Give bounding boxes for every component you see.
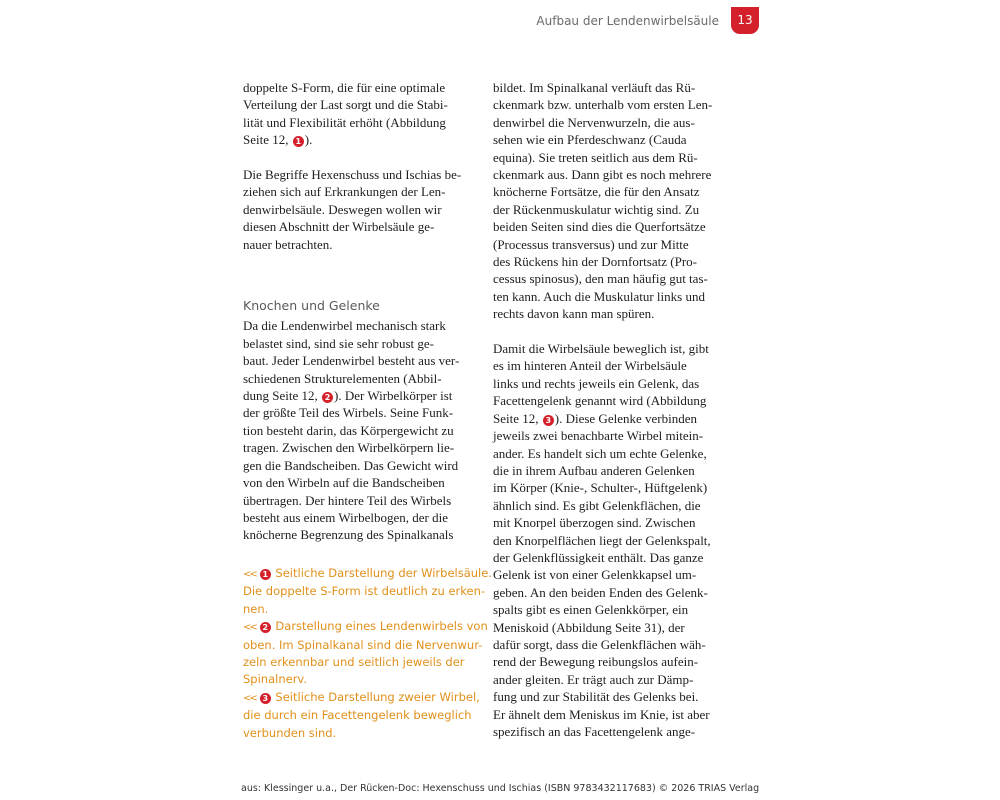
caption-1-line: Die doppelte S-Form ist deutlich zu erken- (243, 584, 486, 599)
text-line: diesen Abschnitt der Wirbelsäule ge- (243, 219, 435, 235)
text-line: von den Wirbeln auf die Bandscheiben (243, 475, 445, 491)
text-line: beiden Seiten sind dies die Querfortsätze (493, 219, 706, 235)
text-line: knöcherne Fortsätze, die für den Ansatz (493, 184, 700, 200)
section-heading: Knochen und Gelenke (243, 298, 380, 314)
left-paragraph-3 (243, 317, 471, 543)
text-line: Gelenk ist von einer Gelenkkapsel um- (493, 567, 697, 583)
text-line: ten kann. Auch die Muskulatur links und (493, 288, 705, 304)
figure-marker-2: 2 (260, 622, 271, 633)
left-paragraph-2 (243, 166, 471, 253)
text-line: übertragen. Der hintere Teil des Wirbels (243, 492, 452, 508)
text-line: ander. Es handelt sich um echte Gelenke, (493, 445, 707, 461)
text-line: cessus spinosus), den man häufig gut tas- (493, 271, 708, 287)
caption-2-line: Spinalnerv. (243, 672, 307, 687)
text-line: der Gelenkflüssigkeit enthält. Das ganze (493, 549, 704, 565)
text-line: die in ihrem Aufbau anderen Gelenken (493, 462, 695, 478)
text-line (493, 410, 723, 427)
caption-3-line (243, 689, 479, 707)
left-column (243, 79, 471, 544)
text-line: denwirbelsäule. Deswegen wollen wir (243, 201, 442, 217)
figure-captions (243, 565, 492, 742)
caption-1-line: nen. (243, 601, 269, 616)
double-chevron-left-icon: << (243, 569, 256, 580)
text-line: doppelte S-Form, die für eine optimale (243, 80, 446, 95)
caption-text: Seitliche Darstellung der Wirbelsäule. (275, 566, 492, 580)
text-line: equina). Sie treten seitlich aus dem Rü- (493, 149, 698, 165)
text-line: der Rückenmuskulatur wichtig sind. Zu (493, 201, 700, 217)
caption-3-line: die durch ein Facettengelenk beweglich (243, 708, 472, 723)
double-chevron-left-icon: << (243, 692, 256, 704)
text-line: rechts davon kann man spüren. (493, 306, 655, 322)
text-line: ander gleiten. Er trägt auch zur Dämp- (493, 671, 694, 687)
left-paragraph-1 (243, 79, 471, 149)
text-line: ckenmark aus. Dann gibt es noch mehrere (493, 167, 712, 183)
figure-marker-3: 3 (543, 415, 554, 426)
text-line: sehen wie ein Pferdeschwanz (Cauda (493, 132, 687, 148)
text-line: jeweils zwei benachbarte Wirbel mitein- (493, 428, 704, 444)
caption-text: Seitliche Darstellung zweier Wirbel, (275, 689, 480, 704)
text-line: bildet. Im Spinalkanal verläuft das Rü- (493, 80, 696, 95)
text-line: denwirbel die Nervenwurzeln, die aus- (493, 114, 695, 130)
text-line: Damit die Wirbelsäule beweglich ist, gibt (493, 341, 709, 357)
text-line: tragen. Zwischen den Wirbelkörpern lie- (243, 440, 455, 456)
caption-2-line (243, 618, 488, 636)
text-line: fung und zur Stabilität des Gelenks bei. (493, 689, 699, 705)
text-line: (Processus transversus) und zur Mitte (493, 236, 689, 252)
caption-2-line: oben. Im Spinalkanal sind die Nervenwur- (243, 637, 483, 652)
text-line: nauer betrachten. (243, 236, 333, 252)
text-line: ähnlich sind. Es gibt Gelenkflächen, die (493, 497, 701, 513)
text-line: ziehen sich auf Erkrankungen der Len- (243, 184, 446, 200)
text-line: Er ähnelt dem Meniskus im Knie, ist aber (493, 706, 710, 722)
text-line: den Knorpelflächen liegt der Gelenkspalt, (493, 532, 711, 548)
text-line: des Rückens hin der Dornfortsatz (Pro- (493, 254, 697, 270)
text-line: der größte Teil des Wirbels. Seine Funk- (243, 405, 454, 421)
text-fragment: Seite 12, (493, 410, 542, 426)
text-line: gen die Bandscheiben. Das Gewicht wird (243, 457, 459, 473)
text-line: im Körper (Knie-, Schulter-, Hüftgelenk) (493, 480, 708, 496)
figure-marker-3: 3 (260, 693, 271, 704)
text-line: schiedenen Strukturelementen (Abbil- (243, 370, 442, 386)
text-line: besteht aus einem Wirbelbogen, der die (243, 509, 449, 525)
text-fragment: Seite 12, (243, 132, 292, 148)
heading-spacer (243, 270, 471, 296)
text-line: mit Knorpel überzogen sind. Zwischen (493, 515, 696, 531)
text-line: knöcherne Begrenzung des Spinalkanals (243, 527, 454, 543)
text-line (243, 387, 471, 404)
text-line: es im hinteren Anteil der Wirbelsäule (493, 358, 687, 374)
figure-marker-1: 1 (260, 569, 271, 580)
text-line: Die Begriffe Hexenschuss und Ischias be- (243, 167, 462, 183)
text-line: lität und Flexibilität erhöht (Abbildung (243, 114, 446, 130)
text-line: Da die Lendenwirbel mechanisch stark (243, 318, 446, 334)
text-line: belastet sind, sind sie sehr robust ge- (243, 335, 434, 351)
text-fragment: ). Der Wirbelkörper ist (334, 388, 453, 404)
caption-1-line (243, 565, 492, 583)
text-line: Facettengelenk genannt wird (Abbildung (493, 393, 707, 409)
text-line: tion besteht darin, das Körpergewicht zu (243, 422, 454, 438)
text-line: Meniskoid (Abbildung Seite 31), der (493, 619, 685, 635)
running-title: Aufbau der Lendenwirbelsäule (536, 14, 719, 28)
text-line: links und rechts jeweils ein Gelenk, das (493, 375, 700, 391)
text-fragment: dung Seite 12, (243, 388, 321, 404)
text-line: dafür sorgt, dass die Gelenkflächen wäh- (493, 636, 706, 652)
footer-citation: aus: Klessinger u.a., Der Rücken-Doc: Hexenschuss und Ischias (ISBN 9783432117683) © 2026 TRIAS Verlag (241, 783, 760, 794)
text-fragment: ). (304, 132, 313, 148)
right-paragraph-2 (493, 340, 723, 740)
right-paragraph-1 (493, 79, 723, 323)
right-column (493, 79, 723, 740)
double-chevron-left-icon: << (243, 622, 256, 634)
caption-text: Darstellung eines Lendenwirbels von (275, 619, 488, 634)
text-line (243, 131, 471, 148)
caption-2-line: zeln erkennbar und seitlich jeweils der (243, 655, 465, 670)
page-number-badge: 13 (731, 7, 759, 34)
figure-marker-2: 2 (322, 392, 333, 403)
text-line: Verteilung der Last sorgt und die Stabi- (243, 97, 448, 113)
figure-marker-1: 1 (293, 136, 304, 147)
text-line: rend der Bewegung reibungslos aufein- (493, 654, 699, 670)
text-line: spalts gibt es einen Gelenkkörper, ein (493, 602, 689, 618)
text-line: geben. An den beiden Enden des Gelenk- (493, 584, 708, 600)
text-line: spezifisch an das Facettengelenk ange- (493, 724, 696, 740)
text-line: ckenmark bzw. unterhalb vom ersten Len- (493, 97, 713, 113)
text-line: baut. Jeder Lendenwirbel besteht aus ver- (243, 353, 460, 369)
caption-3-line: verbunden sind. (243, 725, 337, 740)
text-fragment: ). Diese Gelenke verbinden (554, 410, 697, 426)
